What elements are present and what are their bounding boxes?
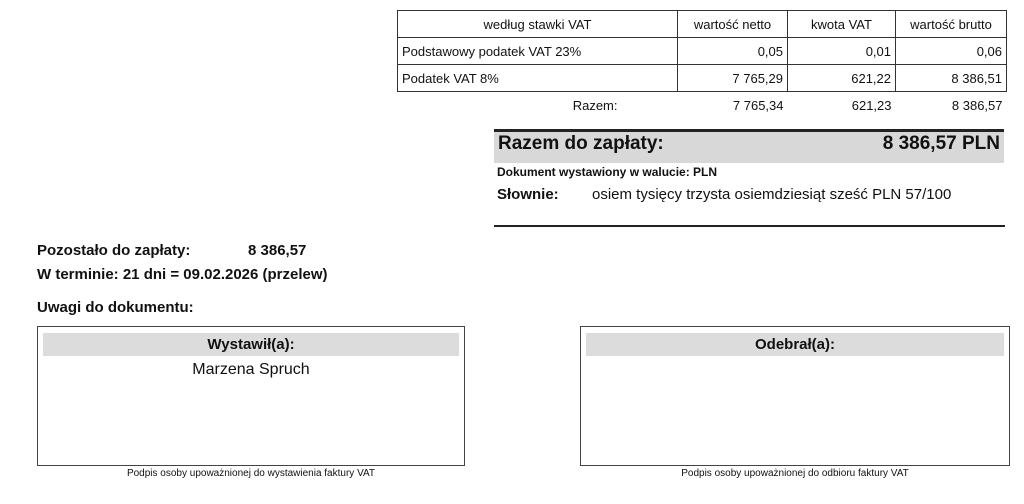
issuer-signature-box: [37, 326, 465, 466]
row-gross: 8 386,51: [896, 65, 1007, 92]
issuer-header: Wystawił(a):: [43, 333, 459, 356]
header-vat: kwota VAT: [788, 11, 896, 38]
table-row: [398, 38, 1007, 65]
row-gross: 0,06: [896, 38, 1007, 65]
sum-gross: 8 386,57: [951, 97, 1003, 113]
total-value: 8 386,57 PLN: [882, 133, 1000, 154]
row-rate: Podatek VAT 8%: [398, 65, 678, 92]
receiver-caption: Podpis osoby upoważnionej do odbioru faktury VAT: [681, 468, 909, 479]
notes-label: Uwagi do dokumentu:: [37, 299, 194, 316]
row-net: 7 765,29: [678, 65, 788, 92]
in-words-text: osiem tysięcy trzysta osiemdziesiąt sześć PLN 57/100: [592, 186, 952, 203]
remaining-label: Pozostało do zapłaty:: [37, 242, 191, 259]
sum-vat: 621,23: [851, 97, 892, 113]
sum-net: 7 765,34: [732, 97, 784, 113]
header-rate: według stawki VAT: [398, 11, 678, 38]
row-vat: 0,01: [788, 38, 896, 65]
header-gross: wartość brutto: [896, 11, 1007, 38]
in-words-label: Słownie:: [497, 186, 559, 203]
header-net: wartość netto: [678, 11, 788, 38]
table-row: [398, 65, 1007, 92]
sum-label: Razem:: [572, 97, 618, 113]
currency-note: Dokument wystawiony w walucie: PLN: [497, 165, 718, 179]
issuer-name: Marzena Spruch: [192, 361, 310, 378]
remaining-value: 8 386,57: [248, 242, 307, 259]
vat-summary-table: [397, 10, 1007, 118]
row-net: 0,05: [678, 38, 788, 65]
table-sum-row: [398, 92, 1007, 119]
row-vat: 621,22: [788, 65, 896, 92]
divider: [494, 225, 1005, 227]
due-date: W terminie: 21 dni = 09.02.2026 (przelew): [37, 266, 328, 283]
row-rate: Podstawowy podatek VAT 23%: [398, 38, 678, 65]
issuer-caption: Podpis osoby upoważnionej do wystawienia faktury VAT: [126, 468, 376, 479]
receiver-signature-box: [580, 326, 1010, 466]
total-label: Razem do zapłaty:: [498, 133, 664, 154]
receiver-header: Odebrał(a):: [586, 333, 1004, 356]
vat-table-header: [398, 11, 1007, 38]
